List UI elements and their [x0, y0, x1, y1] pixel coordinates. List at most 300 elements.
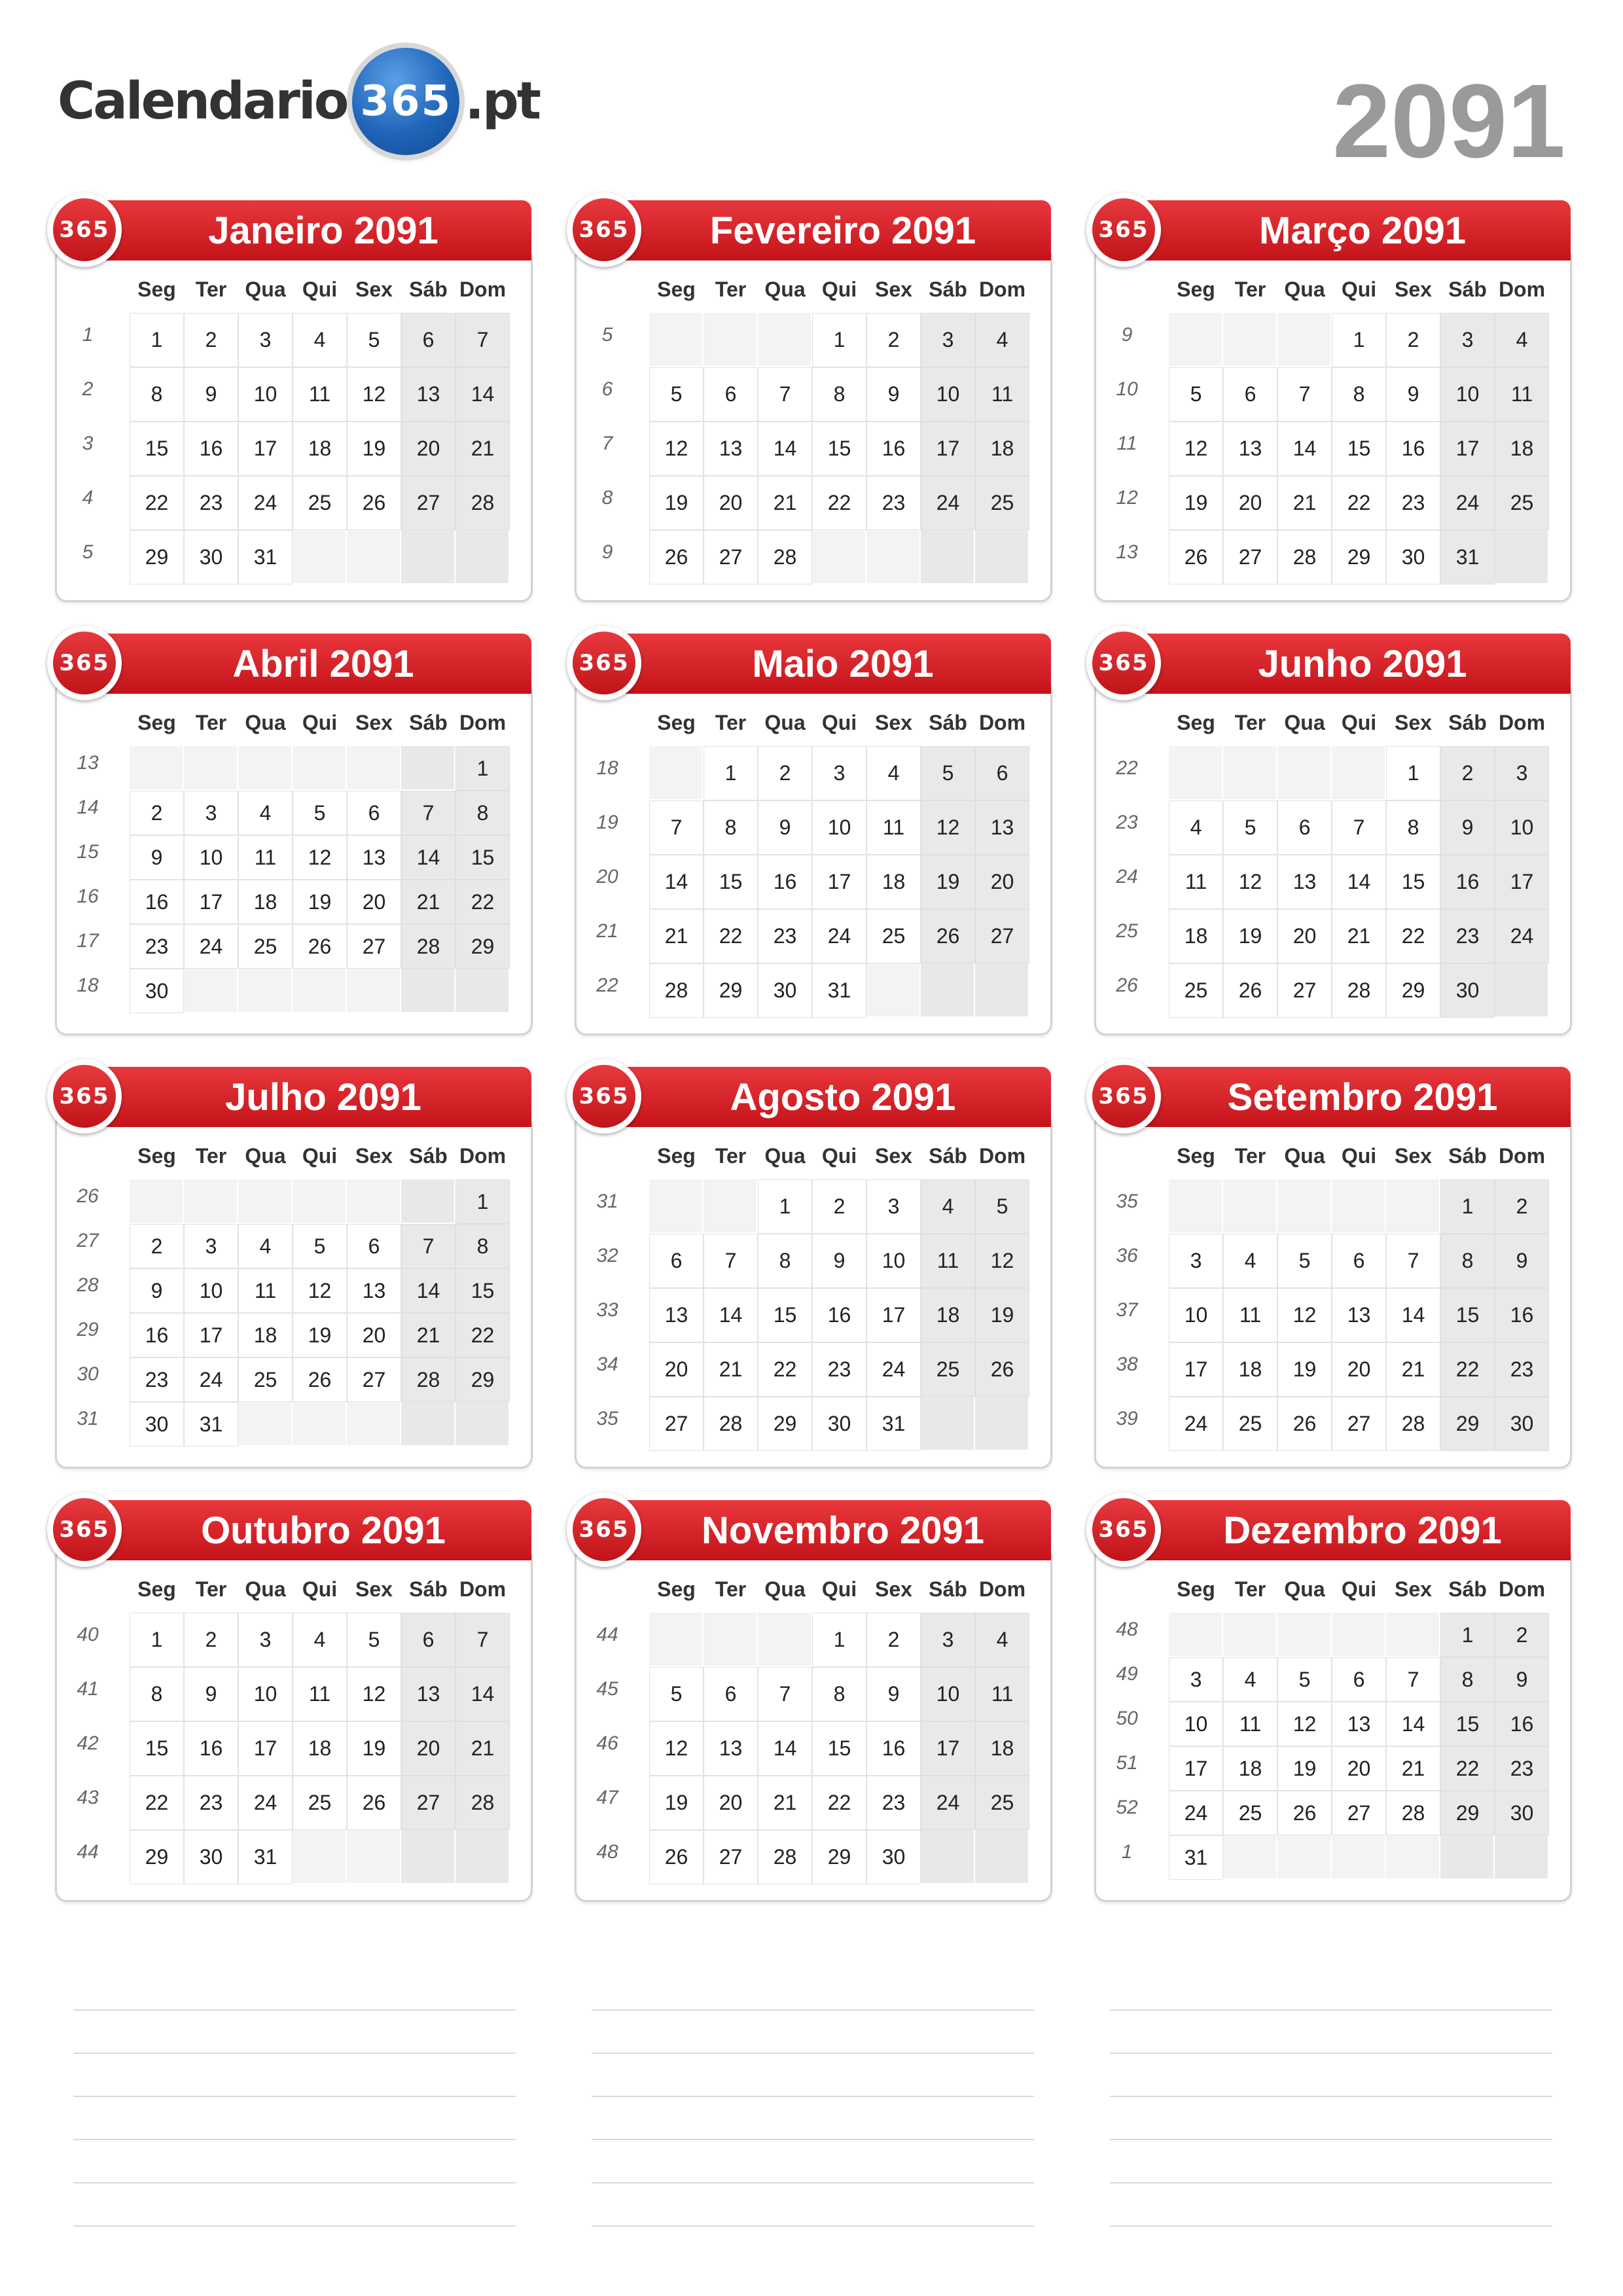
day-cell: 27 — [347, 1357, 401, 1402]
day-cell: 9 — [758, 800, 812, 855]
day-cell: 2 — [866, 313, 921, 367]
day-cell: 1 — [1386, 746, 1440, 800]
day-cell: 14 — [1386, 1702, 1440, 1746]
day-cell: 20 — [649, 1342, 704, 1397]
note-line — [1110, 2009, 1552, 2011]
day-cell: 25 — [866, 909, 921, 963]
day-cell: 9 — [866, 367, 921, 422]
empty-cell — [704, 313, 758, 367]
day-cell: 31 — [812, 963, 866, 1018]
day-cell: 18 — [293, 1721, 347, 1776]
day-cell: 20 — [704, 1776, 758, 1830]
day-cell: 18 — [975, 1721, 1029, 1776]
day-cell: 30 — [130, 1402, 184, 1446]
day-cell: 24 — [1169, 1397, 1223, 1451]
empty-cell — [1277, 1835, 1332, 1880]
day-cell: 3 — [921, 313, 975, 367]
weekday-label: Sáb — [1448, 1577, 1487, 1601]
weekday-label: Qua — [245, 1144, 286, 1168]
day-cell: 22 — [1332, 476, 1386, 530]
week-number: 22 — [596, 975, 618, 996]
day-cell: 5 — [1169, 367, 1223, 422]
day-cell: 2 — [130, 1224, 184, 1268]
empty-cell — [1169, 313, 1223, 367]
day-cell: 25 — [921, 1342, 975, 1397]
day-cell: 8 — [1386, 800, 1440, 855]
weekday-label: Qui — [302, 711, 338, 734]
day-cell: 12 — [347, 1667, 401, 1721]
week-number: 13 — [77, 752, 99, 774]
day-cell: 16 — [1495, 1702, 1549, 1746]
badge-circle — [1092, 1498, 1155, 1561]
day-cell: 28 — [1386, 1397, 1440, 1451]
week-number: 12 — [1116, 487, 1138, 509]
day-cell: 22 — [130, 1776, 184, 1830]
weekday-label: Dom — [459, 1144, 507, 1168]
day-cell: 13 — [347, 835, 401, 880]
day-grid — [130, 1179, 510, 1446]
day-cell: 11 — [921, 1234, 975, 1288]
day-cell: 26 — [293, 1357, 347, 1402]
empty-cell — [293, 1830, 347, 1884]
day-cell: 13 — [401, 367, 455, 422]
month-title: Abril 2091 — [232, 642, 414, 685]
day-cell: 12 — [1223, 855, 1277, 909]
weekday-label: Qui — [302, 1577, 338, 1601]
day-cell: 29 — [455, 924, 510, 969]
day-cell: 7 — [649, 800, 704, 855]
day-cell: 11 — [975, 1667, 1029, 1721]
day-cell: 2 — [130, 791, 184, 835]
empty-cell — [293, 1402, 347, 1446]
weekday-label: Seg — [1177, 1144, 1215, 1168]
day-cell: 2 — [812, 1179, 866, 1234]
day-cell: 6 — [704, 367, 758, 422]
day-cell: 4 — [975, 1613, 1029, 1667]
day-cell: 31 — [184, 1402, 238, 1446]
month-calendar — [55, 634, 531, 1034]
empty-cell — [649, 1179, 704, 1234]
day-cell: 10 — [921, 1667, 975, 1721]
note-line — [73, 2225, 516, 2227]
day-cell: 21 — [455, 422, 510, 476]
week-number: 33 — [596, 1299, 618, 1321]
weekday-label: Sáb — [409, 1144, 448, 1168]
empty-cell — [401, 1179, 455, 1224]
day-cell: 15 — [812, 1721, 866, 1776]
day-cell: 21 — [758, 1776, 812, 1830]
badge-text: 365 — [579, 650, 630, 676]
day-cell: 2 — [184, 313, 238, 367]
week-number: 25 — [1116, 920, 1138, 942]
weekday-label: Ter — [1234, 1577, 1266, 1601]
week-number: 10 — [1116, 378, 1138, 400]
day-cell: 8 — [130, 367, 184, 422]
weekday-label: Sáb — [1448, 711, 1487, 734]
day-cell: 9 — [130, 835, 184, 880]
day-cell: 9 — [184, 1667, 238, 1721]
day-cell: 12 — [293, 1268, 347, 1313]
day-cell: 5 — [1277, 1657, 1332, 1702]
weekday-label: Seg — [137, 1577, 176, 1601]
weekday-label: Sáb — [929, 711, 967, 734]
day-cell: 10 — [1440, 367, 1495, 422]
day-cell: 29 — [1440, 1791, 1495, 1835]
day-cell: 2 — [866, 1613, 921, 1667]
day-cell: 4 — [1169, 800, 1223, 855]
day-cell: 20 — [1332, 1342, 1386, 1397]
week-number: 20 — [596, 866, 618, 888]
day-cell: 27 — [347, 924, 401, 969]
day-cell: 25 — [293, 476, 347, 530]
day-cell: 21 — [401, 1313, 455, 1357]
weekday-label: Qua — [764, 1577, 806, 1601]
badge-circle — [573, 1498, 635, 1561]
day-cell: 29 — [455, 1357, 510, 1402]
weekday-label: Qui — [1341, 278, 1377, 301]
weekday-label: Qui — [302, 1144, 338, 1168]
day-cell: 16 — [130, 880, 184, 924]
day-cell: 27 — [704, 1830, 758, 1884]
weekday-label: Seg — [1177, 711, 1215, 734]
day-cell: 23 — [1440, 909, 1495, 963]
month-title: Março 2091 — [1259, 209, 1466, 252]
week-numbers — [588, 1611, 627, 1883]
day-cell: 3 — [238, 313, 293, 367]
badge-circle — [573, 198, 635, 261]
empty-cell — [1440, 1835, 1495, 1880]
day-cell: 20 — [1277, 909, 1332, 963]
empty-cell — [1495, 963, 1549, 1018]
weekday-label: Seg — [1177, 278, 1215, 301]
day-cell: 14 — [1332, 855, 1386, 909]
day-cell: 4 — [921, 1179, 975, 1234]
day-cell: 12 — [1277, 1702, 1332, 1746]
week-number: 5 — [601, 324, 613, 346]
empty-cell — [921, 530, 975, 584]
day-cell: 13 — [1332, 1288, 1386, 1342]
weekday-header — [130, 278, 510, 302]
day-cell: 1 — [130, 1613, 184, 1667]
month-banner — [609, 1067, 1051, 1127]
day-cell: 20 — [704, 476, 758, 530]
day-cell: 8 — [1440, 1657, 1495, 1702]
month-banner — [89, 634, 531, 694]
day-cell: 27 — [704, 530, 758, 584]
empty-cell — [1495, 530, 1549, 584]
week-number: 39 — [1116, 1408, 1138, 1429]
day-cell: 15 — [455, 1268, 510, 1313]
note-line — [73, 2009, 516, 2011]
year-title: 2091 — [1332, 62, 1565, 179]
month-365-badge — [1086, 1492, 1161, 1567]
day-cell: 10 — [184, 835, 238, 880]
week-numbers — [1107, 312, 1147, 583]
empty-cell — [401, 1402, 455, 1446]
day-cell: 19 — [1223, 909, 1277, 963]
note-line — [1110, 2096, 1552, 2097]
week-number: 15 — [77, 841, 99, 863]
week-number: 14 — [77, 797, 99, 818]
day-cell: 19 — [1277, 1746, 1332, 1791]
month-banner — [1128, 200, 1571, 260]
weekday-label: Sáb — [409, 711, 448, 734]
week-number: 4 — [82, 487, 94, 509]
week-number: 24 — [1116, 866, 1138, 888]
day-cell: 17 — [866, 1288, 921, 1342]
day-cell: 3 — [184, 791, 238, 835]
day-cell: 22 — [758, 1342, 812, 1397]
day-cell: 26 — [649, 530, 704, 584]
weekday-label: Dom — [1498, 1144, 1546, 1168]
week-number: 9 — [1121, 324, 1133, 346]
day-cell: 17 — [238, 1721, 293, 1776]
week-number: 23 — [1116, 812, 1138, 833]
week-number: 16 — [77, 886, 99, 907]
brand-circle-text: 365 — [360, 77, 452, 126]
empty-cell — [1223, 313, 1277, 367]
day-cell: 22 — [130, 476, 184, 530]
badge-circle — [1092, 1065, 1155, 1128]
day-cell: 2 — [1495, 1613, 1549, 1657]
weekday-label: Ter — [715, 1577, 747, 1601]
month-title: Julho 2091 — [225, 1075, 421, 1119]
day-grid — [649, 1179, 1029, 1451]
day-grid — [649, 746, 1029, 1018]
day-cell: 8 — [1440, 1234, 1495, 1288]
weekday-label: Sex — [355, 278, 393, 301]
weekday-label: Sex — [875, 711, 912, 734]
day-cell: 26 — [649, 1830, 704, 1884]
empty-cell — [1169, 1179, 1223, 1234]
weekday-label: Ter — [715, 711, 747, 734]
day-cell: 2 — [758, 746, 812, 800]
day-cell: 13 — [975, 800, 1029, 855]
day-cell: 30 — [1495, 1791, 1549, 1835]
day-cell: 25 — [1495, 476, 1549, 530]
day-cell: 28 — [455, 1776, 510, 1830]
day-cell: 14 — [1386, 1288, 1440, 1342]
day-cell: 15 — [704, 855, 758, 909]
day-cell: 5 — [293, 791, 347, 835]
day-cell: 9 — [866, 1667, 921, 1721]
day-cell: 7 — [401, 791, 455, 835]
day-cell: 27 — [1332, 1397, 1386, 1451]
day-cell: 6 — [1332, 1234, 1386, 1288]
day-cell: 6 — [1223, 367, 1277, 422]
day-cell: 23 — [130, 924, 184, 969]
week-numbers — [1107, 1611, 1147, 1878]
weekday-header — [1169, 1144, 1549, 1168]
day-cell: 31 — [866, 1397, 921, 1451]
day-cell: 3 — [1495, 746, 1549, 800]
weekday-label: Sex — [875, 278, 912, 301]
week-number: 43 — [77, 1787, 99, 1808]
day-cell: 6 — [347, 1224, 401, 1268]
empty-cell — [649, 746, 704, 800]
day-cell: 7 — [455, 313, 510, 367]
day-cell: 4 — [238, 1224, 293, 1268]
day-cell: 12 — [921, 800, 975, 855]
empty-cell — [238, 746, 293, 791]
weekday-header — [649, 711, 1029, 735]
day-cell: 28 — [1386, 1791, 1440, 1835]
note-line — [592, 2053, 1034, 2054]
day-cell: 29 — [1440, 1397, 1495, 1451]
empty-cell — [238, 1402, 293, 1446]
day-cell: 21 — [758, 476, 812, 530]
day-cell: 5 — [649, 367, 704, 422]
week-number: 42 — [77, 1732, 99, 1754]
day-grid — [649, 313, 1029, 584]
day-cell: 22 — [455, 1313, 510, 1357]
note-line — [1110, 2182, 1552, 2183]
day-cell: 3 — [812, 746, 866, 800]
month-365-badge — [567, 192, 641, 267]
badge-circle — [1092, 632, 1155, 694]
day-cell: 1 — [1440, 1613, 1495, 1657]
week-number: 2 — [82, 378, 94, 400]
note-line — [73, 2182, 516, 2183]
week-number: 38 — [1116, 1354, 1138, 1375]
day-cell: 23 — [130, 1357, 184, 1402]
empty-cell — [1223, 746, 1277, 800]
weekday-header — [130, 711, 510, 735]
weekday-label: Seg — [1177, 1577, 1215, 1601]
day-cell: 7 — [401, 1224, 455, 1268]
day-cell: 25 — [975, 1776, 1029, 1830]
day-cell: 15 — [1386, 855, 1440, 909]
day-cell: 17 — [812, 855, 866, 909]
day-cell: 15 — [130, 422, 184, 476]
weekday-label: Ter — [1234, 711, 1266, 734]
empty-cell — [1277, 1179, 1332, 1234]
day-cell: 26 — [1277, 1791, 1332, 1835]
week-number: 11 — [1116, 433, 1137, 454]
day-cell: 18 — [1495, 422, 1549, 476]
weekday-label: Seg — [657, 1577, 696, 1601]
month-365-badge — [1086, 626, 1161, 700]
day-cell: 7 — [455, 1613, 510, 1667]
month-calendar — [55, 1067, 531, 1467]
month-banner — [89, 1067, 531, 1127]
empty-cell — [866, 963, 921, 1018]
day-cell: 24 — [866, 1342, 921, 1397]
month-title: Agosto 2091 — [730, 1075, 956, 1119]
day-cell: 5 — [293, 1224, 347, 1268]
weekday-label: Sex — [1395, 711, 1432, 734]
day-cell: 7 — [1332, 800, 1386, 855]
weekday-label: Ter — [1234, 278, 1266, 301]
weekday-label: Seg — [137, 278, 176, 301]
empty-cell — [347, 530, 401, 584]
day-cell: 3 — [1169, 1234, 1223, 1288]
day-cell: 18 — [975, 422, 1029, 476]
month-banner — [1128, 634, 1571, 694]
weekday-label: Qua — [764, 711, 806, 734]
weekday-label: Dom — [1498, 1577, 1546, 1601]
weekday-label: Qui — [302, 278, 338, 301]
month-365-badge — [1086, 1059, 1161, 1134]
day-cell: 15 — [455, 835, 510, 880]
day-cell: 14 — [1277, 422, 1332, 476]
note-line — [592, 2182, 1034, 2183]
day-cell: 12 — [347, 367, 401, 422]
day-cell: 26 — [975, 1342, 1029, 1397]
day-cell: 2 — [1495, 1179, 1549, 1234]
weekday-label: Sex — [355, 1577, 393, 1601]
day-cell: 25 — [238, 924, 293, 969]
week-number: 13 — [1116, 541, 1138, 563]
empty-cell — [455, 1830, 510, 1884]
brand-365-circle — [352, 48, 459, 155]
day-cell: 19 — [649, 1776, 704, 1830]
weekday-label: Dom — [459, 1577, 507, 1601]
day-cell: 20 — [401, 422, 455, 476]
day-cell: 5 — [1223, 800, 1277, 855]
week-number: 51 — [1116, 1752, 1138, 1774]
empty-cell — [1223, 1179, 1277, 1234]
empty-cell — [1332, 1835, 1386, 1880]
day-cell: 29 — [812, 1830, 866, 1884]
weekday-header — [1169, 278, 1549, 302]
week-number: 22 — [1116, 757, 1138, 779]
empty-cell — [704, 1613, 758, 1667]
notes-column-1 — [73, 2009, 516, 2269]
week-number: 41 — [77, 1678, 99, 1700]
day-cell: 14 — [704, 1288, 758, 1342]
badge-text: 365 — [1098, 1083, 1149, 1109]
empty-cell — [401, 969, 455, 1013]
day-cell: 17 — [921, 1721, 975, 1776]
day-cell: 5 — [347, 1613, 401, 1667]
day-cell: 16 — [866, 422, 921, 476]
weekday-label: Sex — [1395, 1577, 1432, 1601]
day-cell: 5 — [649, 1667, 704, 1721]
week-number: 40 — [77, 1624, 99, 1645]
day-cell: 23 — [866, 476, 921, 530]
day-cell: 11 — [1223, 1288, 1277, 1342]
month-calendar — [575, 634, 1051, 1034]
day-grid — [1169, 746, 1549, 1018]
day-cell: 4 — [1495, 313, 1549, 367]
weekday-header — [130, 1577, 510, 1602]
day-cell: 11 — [293, 367, 347, 422]
day-cell: 30 — [184, 530, 238, 584]
month-banner — [1128, 1067, 1571, 1127]
day-cell: 23 — [866, 1776, 921, 1830]
day-cell: 4 — [975, 313, 1029, 367]
day-cell: 16 — [758, 855, 812, 909]
day-cell: 10 — [1169, 1288, 1223, 1342]
weekday-label: Sex — [1395, 278, 1432, 301]
day-cell: 8 — [455, 1224, 510, 1268]
day-cell: 19 — [1277, 1342, 1332, 1397]
month-365-badge — [47, 192, 122, 267]
weekday-label: Sáb — [409, 278, 448, 301]
day-cell: 29 — [758, 1397, 812, 1451]
empty-cell — [1495, 1835, 1549, 1880]
week-number: 49 — [1116, 1663, 1138, 1685]
day-cell: 17 — [238, 422, 293, 476]
day-cell: 10 — [812, 800, 866, 855]
empty-cell — [347, 1830, 401, 1884]
empty-cell — [130, 1179, 184, 1224]
day-cell: 21 — [704, 1342, 758, 1397]
weekday-label: Sex — [875, 1144, 912, 1168]
empty-cell — [401, 1830, 455, 1884]
day-cell: 20 — [347, 880, 401, 924]
